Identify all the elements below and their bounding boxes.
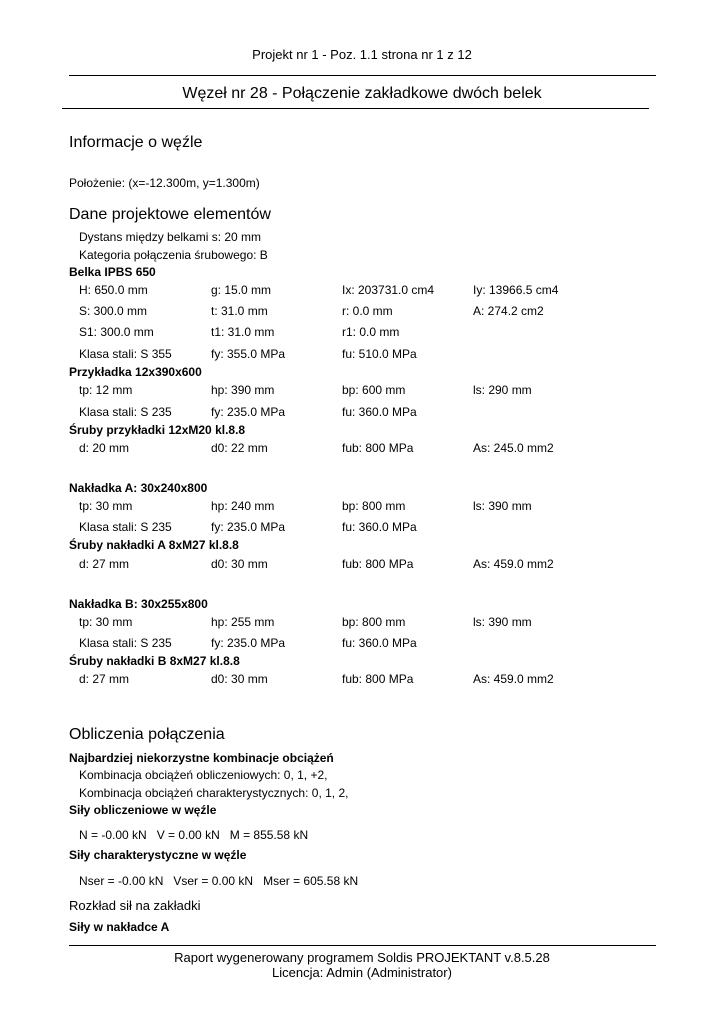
plate-cell: fu: 360.0 MPa: [342, 405, 417, 419]
plate-bolts-cell: As: 245.0 mm2: [473, 441, 554, 455]
cover-a-forces-title: Siły w nakładce A: [69, 920, 170, 934]
beam-cell: H: 650.0 mm: [79, 283, 148, 297]
beam-cell: Iy: 13966.5 cm4: [473, 283, 559, 297]
plate-bolts-cell: d0: 22 mm: [211, 441, 268, 455]
footer-line2: Licencja: Admin (Administrator): [272, 965, 452, 980]
page-title: Węzeł nr 28 - Połączenie zakładkowe dwóch belek: [182, 85, 542, 102]
cover-b-bolts-cell: fub: 800 MPa: [342, 672, 414, 686]
distance-text: Dystans między belkami s: 20 mm: [79, 230, 262, 244]
plate-cell: ls: 290 mm: [473, 383, 532, 397]
plate-bolts-title: Śruby przykładki 12xM20 kl.8.8: [69, 423, 246, 437]
beam-cell: r1: 0.0 mm: [342, 325, 400, 339]
cover-b-bolts-cell: d0: 30 mm: [211, 672, 268, 686]
cover-b-cell: hp: 255 mm: [211, 615, 275, 629]
cover-a-bolts-cell: fub: 800 MPa: [342, 557, 414, 571]
beam-cell: S: 300.0 mm: [79, 304, 148, 318]
combo-design: Kombinacja obciążeń obliczeniowych: 0, 1, +2,: [79, 768, 328, 782]
plate-bolts-cell: fub: 800 MPa: [342, 441, 414, 455]
beam-cell: t1: 31.0 mm: [211, 325, 275, 339]
plate-cell: tp: 12 mm: [79, 383, 133, 397]
design-forces-title: Siły obliczeniowe w węźle: [69, 803, 217, 817]
cover-a-bolts-cell: d0: 30 mm: [211, 557, 268, 571]
cover-a-cell: tp: 30 mm: [79, 499, 133, 513]
beam-cell: Klasa stali: S 355: [79, 347, 172, 361]
plate-cell: fy: 235.0 MPa: [211, 405, 286, 419]
distribution-label: Rozkład sił na zakładki: [69, 898, 201, 913]
cover-b-bolts-title: Śruby nakładki B 8xM27 kl.8.8: [69, 654, 240, 668]
plate-cell: Klasa stali: S 235: [79, 405, 172, 419]
page-header: Projekt nr 1 - Poz. 1.1 strona nr 1 z 12: [252, 47, 472, 62]
header-rule: [69, 75, 656, 76]
cover-b-cell: tp: 30 mm: [79, 615, 133, 629]
combos-title: Najbardziej niekorzystne kombinacje obciążeń: [69, 751, 334, 765]
cover-b-cell: fy: 235.0 MPa: [211, 636, 286, 650]
cover-a-title: Nakładka A: 30x240x800: [69, 481, 208, 495]
footer-rule: [69, 945, 656, 946]
cover-b-bolts-cell: As: 459.0 mm2: [473, 672, 554, 686]
design-forces: N = -0.00 kN V = 0.00 kN M = 855.58 kN: [79, 828, 309, 842]
cover-a-cell: fy: 235.0 MPa: [211, 520, 286, 534]
cover-a-cell: fu: 360.0 MPa: [342, 520, 417, 534]
char-forces-title: Siły charakterystyczne w węźle: [69, 848, 247, 862]
beam-cell: fu: 510.0 MPa: [342, 347, 417, 361]
cover-b-title: Nakładka B: 30x255x800: [69, 597, 208, 611]
cover-a-cell: Klasa stali: S 235: [79, 520, 172, 534]
beam-title: Belka IPBS 650: [69, 265, 156, 279]
combo-char: Kombinacja obciążeń charakterystycznych: 0, 1, 2,: [79, 786, 349, 800]
plate-cell: bp: 600 mm: [342, 383, 406, 397]
beam-cell: fy: 355.0 MPa: [211, 347, 286, 361]
beam-cell: S1: 300.0 mm: [79, 325, 154, 339]
cover-a-cell: hp: 240 mm: [211, 499, 275, 513]
cover-a-bolts-title: Śruby nakładki A 8xM27 kl.8.8: [69, 538, 239, 552]
cover-a-cell: ls: 390 mm: [473, 499, 532, 513]
footer-line1: Raport wygenerowany programem Soldis PROJEKTANT v.8.5.28: [174, 950, 550, 965]
cover-b-cell: ls: 390 mm: [473, 615, 532, 629]
beam-cell: Ix: 203731.0 cm4: [342, 283, 435, 297]
title-rule: [62, 108, 649, 109]
cover-a-cell: bp: 800 mm: [342, 499, 406, 513]
cover-a-bolts-cell: As: 459.0 mm2: [473, 557, 554, 571]
cover-b-bolts-cell: d: 27 mm: [79, 672, 130, 686]
calc-heading: Obliczenia połączenia: [69, 726, 225, 743]
beam-cell: t: 31.0 mm: [211, 304, 268, 318]
plate-cell: hp: 390 mm: [211, 383, 275, 397]
cover-b-cell: bp: 800 mm: [342, 615, 406, 629]
plate-title: Przykładka 12x390x600: [69, 365, 202, 379]
beam-cell: g: 15.0 mm: [211, 283, 272, 297]
position-text: Położenie: (x=-12.300m, y=1.300m): [69, 176, 260, 190]
cover-b-cell: fu: 360.0 MPa: [342, 636, 417, 650]
cover-a-bolts-cell: d: 27 mm: [79, 557, 130, 571]
beam-cell: r: 0.0 mm: [342, 304, 393, 318]
cover-b-cell: Klasa stali: S 235: [79, 636, 172, 650]
design-heading: Dane projektowe elementów: [69, 206, 271, 223]
plate-bolts-cell: d: 20 mm: [79, 441, 130, 455]
beam-cell: A: 274.2 cm2: [473, 304, 544, 318]
category-text: Kategoria połączenia śrubowego: B: [79, 248, 268, 262]
info-heading: Informacje o węźle: [69, 134, 203, 151]
char-forces: Nser = -0.00 kN Vser = 0.00 kN Mser = 605.58 kN: [79, 874, 359, 888]
